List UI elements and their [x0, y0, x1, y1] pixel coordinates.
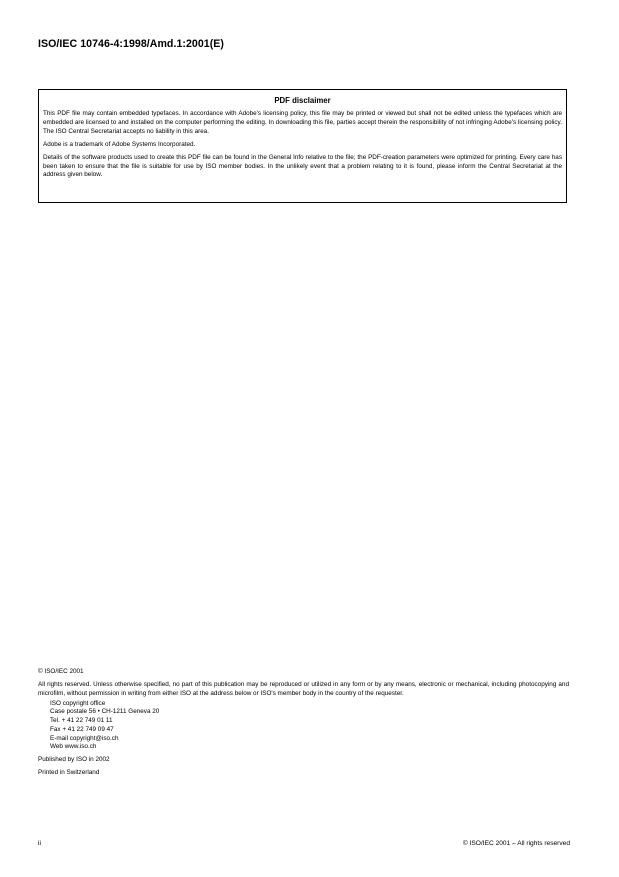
pdf-disclaimer-box [38, 89, 567, 203]
disclaimer-paragraph-embedded-typefaces: This PDF file may contain embedded typefaces. In accordance with Adobe's licensing policy, this file may be printed or viewed but shall not be edited unless the typefaces which are embedded are licensed to and installed on the computer performing the editing. In downloading this file, parties accept therein the responsibility of not infringing Adobe's licensing policy. The ISO Central Secretariat accepts no liability in this area. [43, 110, 562, 135]
address-postal: Case postale 56 • CH-1211 Geneva 20 [50, 708, 160, 716]
address-fax: Fax + 41 22 749 09 47 [50, 725, 114, 733]
address-office: ISO copyright office [50, 699, 106, 707]
address-web: Web www.iso.ch [50, 743, 97, 751]
footer-rights: © ISO/IEC 2001 – All rights reserved [462, 840, 570, 847]
published-by: Published by ISO in 2002 [38, 755, 110, 763]
disclaimer-title: PDF disclaimer [274, 96, 331, 105]
page-number: ii [38, 840, 41, 847]
disclaimer-paragraph-trademark: Adobe is a trademark of Adobe Systems Incorporated. [43, 140, 196, 148]
document-title: ISO/IEC 10746-4:1998/Amd.1:2001(E) [38, 38, 225, 50]
rights-reserved-text: All rights reserved. Unless otherwise specified, no part of this publication may be reproduced or utilized in any form or by any means, electronic or mechanical, including photocopying and microfilm, without permission in writing from either ISO at the address below or ISO's member body in the country of the requester. [38, 680, 569, 697]
copyright-notice: © ISO/IEC 2001 [38, 668, 84, 675]
disclaimer-paragraph-software-details: Details of the software products used to create this PDF file can be found in the General Info relative to the file; the PDF-creation parameters were optimized for printing. Every care has been taken to ensure that the file is suitable for use by ISO member bodies. In the unlikely event that a problem relating to it is found, please inform the Central Secretariat at the address given below. [43, 153, 562, 179]
address-telephone: Tel. + 41 22 749 01 11 [50, 717, 113, 725]
address-email: E-mail copyright@iso.ch [50, 734, 119, 742]
iso-address [38, 700, 569, 752]
copyright-block [38, 668, 569, 782]
printed-in: Printed in Switzerland [38, 768, 100, 776]
